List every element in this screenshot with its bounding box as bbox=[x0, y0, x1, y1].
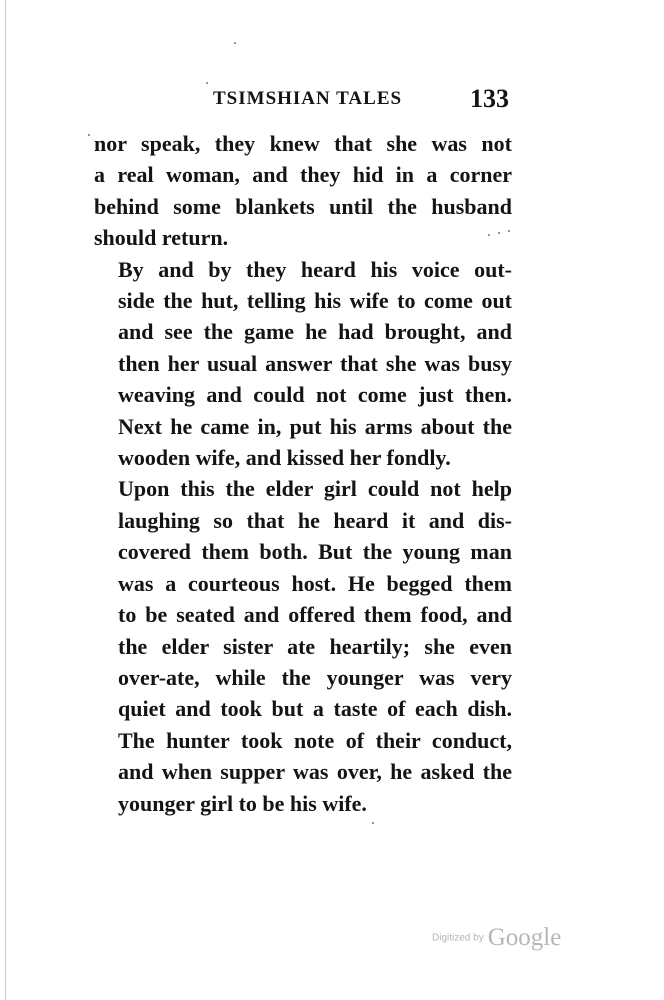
text-line: a real woman, and they hid in a corner bbox=[94, 162, 512, 188]
google-logo: Google bbox=[487, 924, 562, 951]
scan-speck bbox=[372, 822, 374, 824]
text-line: laughing so that he heard it and dis- bbox=[118, 507, 512, 533]
digitized-watermark bbox=[432, 924, 561, 952]
text-line: and see the game he had brought, and bbox=[118, 319, 512, 345]
text-line: over-ate, while the younger was very bbox=[118, 664, 512, 690]
text-line: was a courteous host. He begged them bbox=[118, 570, 512, 596]
scan-speck bbox=[234, 42, 236, 44]
text-line: By and by they heard his voice out- bbox=[118, 256, 512, 282]
text-line: and when supper was over, he asked the bbox=[118, 759, 512, 785]
body-text bbox=[94, 128, 512, 819]
text-line: then her usual answer that she was busy bbox=[118, 350, 512, 376]
page-edge-line bbox=[5, 0, 6, 1000]
text-line: nor speak, they knew that she was not bbox=[94, 131, 512, 156]
text-line: covered them both. But the young man bbox=[118, 539, 512, 565]
text-line: quiet and took but a taste of each dish. bbox=[118, 696, 512, 722]
text-line: Upon this the elder girl could not help bbox=[118, 476, 512, 502]
scan-speck bbox=[88, 134, 90, 136]
text-line: behind some blankets until the husband bbox=[94, 193, 512, 219]
text-line: side the hut, telling his wife to come out bbox=[118, 288, 512, 314]
running-head: TSIMSHIAN TALES bbox=[213, 88, 403, 109]
paragraph bbox=[94, 473, 512, 818]
text-line: weaving and could not come just then. bbox=[118, 382, 512, 408]
paragraph bbox=[94, 128, 512, 254]
page-header bbox=[0, 86, 664, 116]
text-line: should return. bbox=[94, 225, 229, 251]
text-line: the elder sister ate heartily; she even bbox=[118, 633, 512, 659]
text-line: wooden wife, and kissed her fondly. bbox=[118, 445, 451, 471]
text-line: to be seated and offered them food, and bbox=[118, 602, 512, 628]
text-line: The hunter took note of their conduct, bbox=[118, 727, 512, 753]
scan-speck bbox=[206, 82, 208, 84]
watermark-prefix: Digitized by bbox=[432, 932, 484, 944]
text-line: Next he came in, put his arms about the bbox=[118, 413, 512, 439]
page-number: 133 bbox=[470, 84, 509, 113]
paragraph bbox=[94, 254, 512, 474]
text-line: younger girl to be his wife. bbox=[118, 790, 367, 816]
